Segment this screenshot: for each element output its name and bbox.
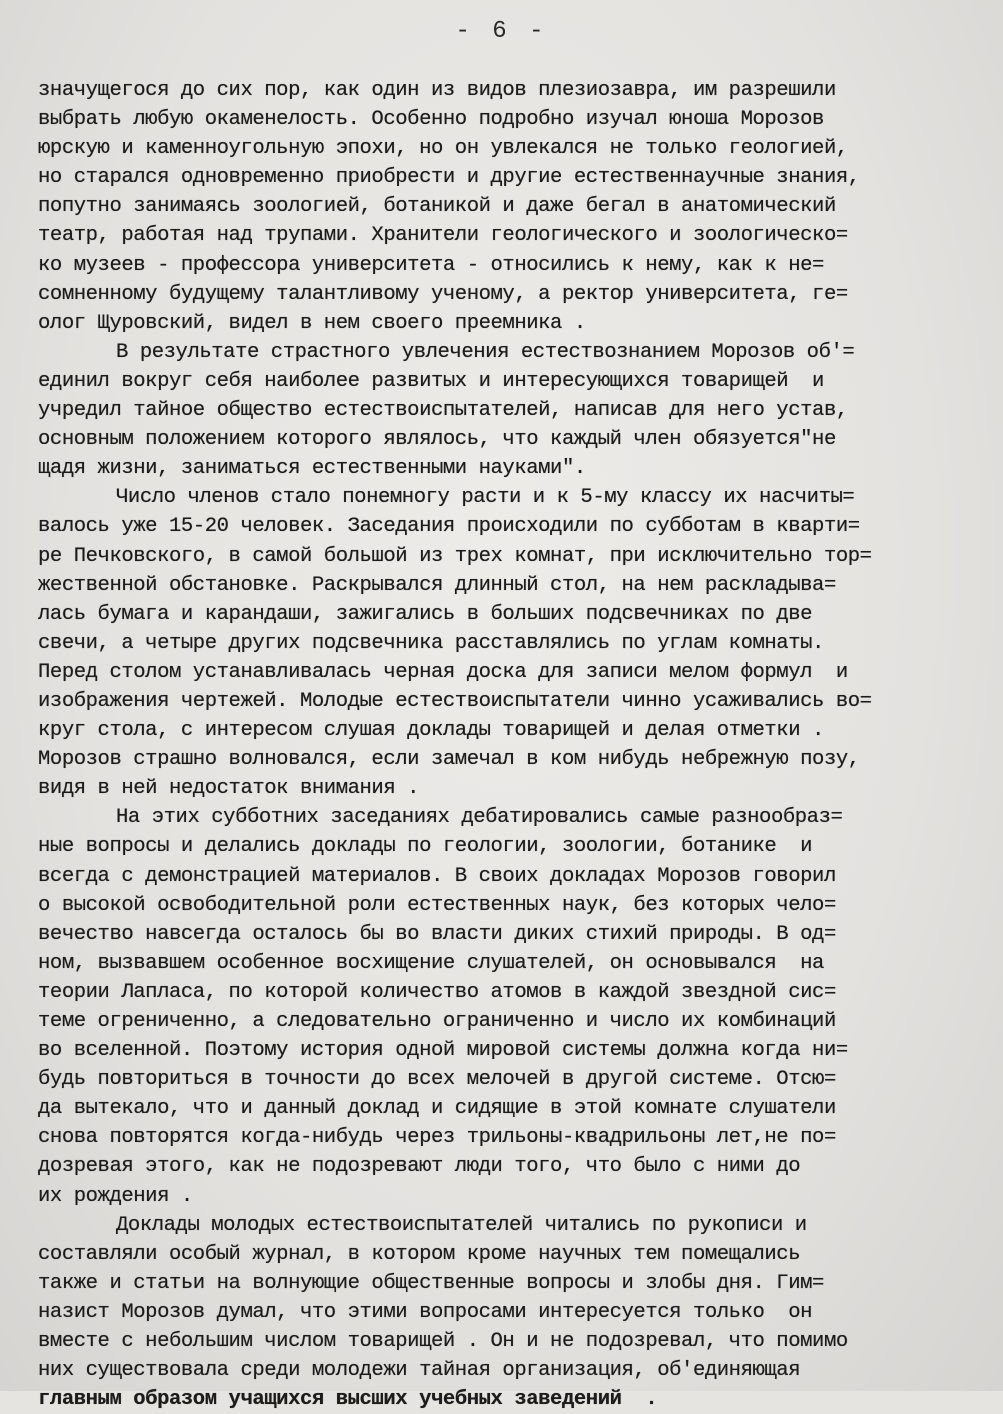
text-line: да вытекало, что и данный доклад и сидящие в этой комнате слушатели — [38, 1097, 836, 1121]
text-line: также и статьи на волнующие общественные вопросы и злобы дня. Гим= — [38, 1271, 824, 1295]
text-line: ные вопросы и делались доклады по геологии, зоологии, ботанике и — [38, 835, 813, 859]
text-line: снова повторятся когда-нибудь через трильоны-квадрильоны лет,не по= — [38, 1126, 836, 1150]
text-line: Морозов страшно волновался, если замечал в ком нибудь небрежную позу, — [38, 748, 860, 772]
text-line: дозревая этого, как не подозревают люди того, что было с ними до — [38, 1155, 801, 1179]
text-line: но старался одновременно приобрести и другие естественнаучные знания, — [38, 166, 860, 190]
text-line: выбрать любую окаменелость. Особенно подробно изучал юноша Морозов — [38, 108, 824, 132]
text-line: о высокой освободительной роли естественных наук, без которых чело= — [38, 893, 836, 917]
text-line: жественной обстановке. Раскрывался длинный стол, на нем раскладыва= — [38, 573, 836, 597]
text-line: Перед столом устанавливалась черная доска для записи мелом формул и — [38, 660, 848, 684]
text-line: Доклады молодых естествоиспытателей читались по рукописи и — [116, 1213, 807, 1237]
text-line: ном, вызвавшем особенное восхищение слушателей, он основывался на — [38, 951, 824, 975]
text-line: сомненному будущему талантливому ученому, а ректор университета, ге= — [38, 282, 848, 306]
text-line: олог Щуровский, видел в нем своего преемника . — [38, 311, 586, 335]
text-line: видя в ней недостаток внимания . — [38, 777, 420, 801]
text-line: составляли особый журнал, в котором кроме научных тем помещались — [38, 1242, 801, 1266]
text-line: театр, работая над трупами. Хранители геологического и зоологическо= — [38, 224, 848, 248]
text-line: будь повториться в точности до всех мелочей в другой системе. Отсю= — [38, 1068, 836, 1092]
text-line: В результате страстного увлечения естествознанием Морозов об'= — [116, 340, 855, 364]
text-line: вечество навсегда осталось бы во власти диких стихий природы. В од= — [38, 922, 836, 946]
text-line: назист Морозов думал, что этими вопросами интересуется только он — [38, 1300, 813, 1324]
text-line: На этих субботних заседаниях дебатировались самые разнообраз= — [116, 806, 843, 830]
text-line: теории Лапласа, по которой количество атомов в каждой звездной сис= — [38, 980, 836, 1004]
text-line: изображения чертежей. Молодые естествоиспытатели чинно усаживались во= — [38, 689, 872, 713]
text-line: лась бумага и карандаши, зажигались в больших подсвечниках по две — [38, 602, 813, 626]
text-line: их рождения . — [38, 1184, 193, 1208]
text-line: них существовала среди молодежи тайная организация, об'единяющая — [38, 1359, 801, 1383]
text-line: Число членов стало понемногу расти и к 5-му классу их насчиты= — [116, 486, 855, 510]
text-line: главным образом учащихся высших учебных заведений . — [38, 1388, 658, 1412]
text-line: щадя жизни, заниматься естественными науками". — [38, 457, 586, 481]
text-line: валось уже 15-20 человек. Заседания происходили по субботам в кварти= — [38, 515, 860, 539]
text-line: ко музеев - профессора университета - относились к нему, как к не= — [38, 253, 824, 277]
text-line: всегда с демонстрацией материалов. В своих докладах Морозов говорил — [38, 864, 836, 888]
text-line: теме огрениченно, а следовательно ограниченно и число их комбинаций — [38, 1010, 836, 1033]
page-number: - 6 - — [455, 18, 548, 45]
text-line: значущегося до сих пор, как один из видов плезиозавра, им разрешили — [38, 79, 836, 102]
text-line: вместе с небольшим числом товарищей . Он и не подозревал, что помимо — [38, 1330, 848, 1354]
text-line: круг стола, с интересом слушая доклады товарищей и делая отметки . — [38, 719, 824, 743]
body-text — [38, 76, 958, 1414]
text-line: во вселенной. Поэтому история одной мировой системы должна когда ни= — [38, 1039, 848, 1063]
text-line: ре Печковского, в самой большой из трех комнат, при исключительно тор= — [38, 544, 872, 568]
text-line: основным положением которого являлось, что каждый член обязуется"не — [38, 428, 836, 452]
text-line: единил вокруг себя наиболее развитых и интересующихся товарищей и — [38, 369, 824, 393]
text-line: учредил тайное общество естествоиспытателей, написав для него устав, — [38, 399, 848, 423]
text-line: свечи, а четыре других подсвечника расставлялись по углам комнаты. — [38, 631, 824, 655]
text-line: юрскую и каменноугольную эпохи, но он увлекался не только геологией, — [38, 137, 848, 161]
text-line: попутно занимаясь зоологией, ботаникой и даже бегал в анатомический — [38, 195, 836, 219]
